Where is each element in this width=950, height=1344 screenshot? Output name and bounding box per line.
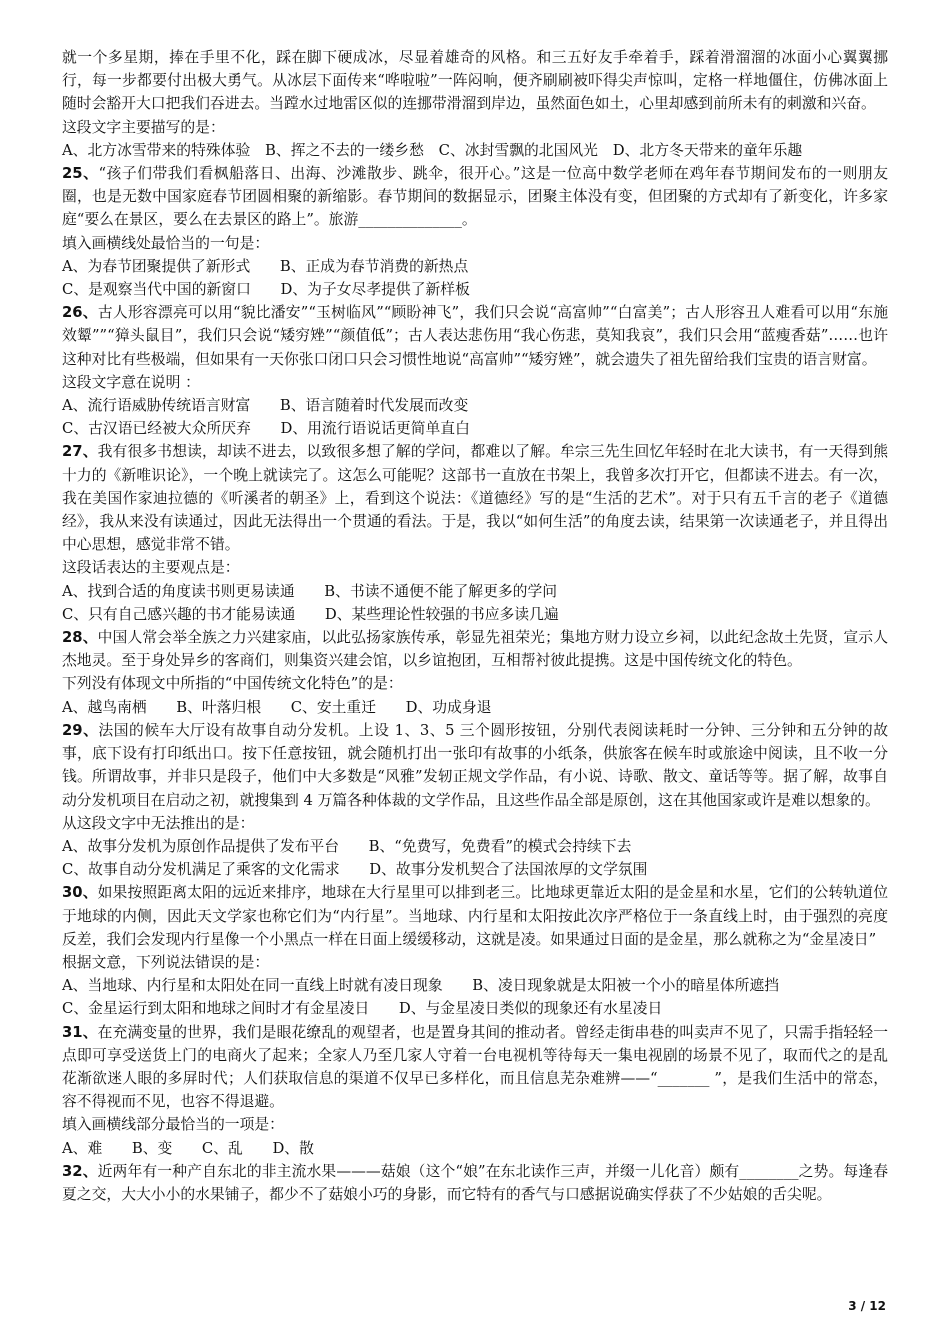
question-number: 26、 bbox=[62, 304, 98, 322]
question-text bbox=[62, 626, 888, 672]
question-text bbox=[62, 1160, 888, 1206]
question-stem: 根据文意，下列说法错误的是： bbox=[62, 953, 270, 971]
question-number: 25、 bbox=[62, 165, 99, 183]
question-stem: 填入画横线部分最恰当的一项是： bbox=[62, 1116, 284, 1134]
question-number: 28、 bbox=[62, 629, 98, 647]
question-body: 在充满变量的世界，我们是眼花缭乱的观望者，也是置身其间的推动者。曾经走街串巷的叫卖声不见了，只需手指轻轻一点即可享受送货上门的电商火了起来；全家人乃至几家人守着一台电视机等待每天一集电视剧的场景不见了，取而代之的是乱花渐欲迷人眼的多屏时代；人们获取信息的渠道不仅早已多样化，而且信息芜杂难辨——“_______ ”，是我们生活中的常态，容不得视而不见，也容不得退避。 bbox=[62, 1023, 888, 1111]
option-row: A、越鸟南栖 B、叶落归根 C、安土重迁 D、功成身退 bbox=[62, 698, 492, 716]
intro-passage bbox=[62, 46, 888, 162]
question-body: 近两年有一种产自东北的非主流水果———菇娘（这个“娘”在东北读作三声，并缀一儿化音）颇有________之势。每逢春夏之交，大大小小的水果铺子，都少不了菇娘小巧的身影，而它特有的香气与口感据说确实俘获了不少姑娘的舌尖呢。 bbox=[62, 1162, 889, 1203]
question-body: 法国的候车大厅设有故事自动分发机。上设 1、3、5 三个圆形按钮，分别代表阅读耗时一分钟、三分钟和五分钟的故事，底下设有打印纸出口。按下任意按钮，就会随机打出一张印有故事的小纸条，供旅客在候车时或旅途中阅读，且不收一分钱。所谓故事，并非只是段子，他们中大多数是“风雅”发轫正规文学作品，有小说、诗歌、散文、童话等等。据了解，故事自动分发机项目在启动之初，就搜集到 4 万篇各种体裁的文学作品，且这些作品全部是原创，这在其他国家或许是难以想象的。 bbox=[62, 721, 888, 809]
question-30 bbox=[62, 881, 888, 1020]
question-number: 27、 bbox=[62, 443, 98, 461]
question-stem: 这段文字意在说明 ： bbox=[62, 373, 200, 391]
question-number: 31、 bbox=[62, 1023, 98, 1041]
question-text bbox=[62, 440, 888, 556]
page-number: 3 / 12 bbox=[848, 1299, 886, 1313]
question-text bbox=[62, 719, 888, 812]
option-row: C、故事自动分发机满足了乘客的文化需求 D、故事分发机契合了法国浓厚的文学氛围 bbox=[62, 861, 648, 879]
option-row: A、当地球、内行星和太阳处在同一直线上时就有凌日现象 B、凌日现象就是太阳被一个小的暗星体所遮挡 bbox=[62, 977, 780, 995]
option-row: A、故事分发机为原创作品提供了发布平台 B、“免费写，免费看”的模式会持续下去 bbox=[62, 837, 632, 855]
question-32 bbox=[62, 1160, 888, 1206]
question-text bbox=[62, 162, 888, 232]
option-row: C、古汉语已经被大众所厌弃 D、用流行语说话更简单直白 bbox=[62, 420, 470, 438]
question-body: 古人形容漂亮可以用“貌比潘安”“玉树临风”“顾盼神飞”，我们只会说“高富帅”“白富美”；古人形容丑人难看可以用“东施效颦””“獐头鼠目”，我们只会说“矮穷矬”“颜值低”；古人表达悲伤用“我心伤悲，莫知我哀”，我们只会用“蓝瘦香菇”……也许这种对比有些极端，但如果有一天你张口闭口只会习惯性地说“高富帅”“矮穷矬”，就会遗失了祖先留给我们宝贵的语言财富。 bbox=[62, 304, 888, 368]
option-row: C、只有自己感兴趣的书才能易读通 D、某些理论性较强的书应多读几遍 bbox=[62, 605, 559, 623]
question-number: 32、 bbox=[62, 1162, 98, 1180]
question-body: “孩子们带我们看枫船落日、出海、沙滩散步、跳伞，很开心。”这是一位高中数学老师在鸡年春节期间发布的一则朋友圈，也是无数中国家庭春节团圆相聚的新缩影。春节期间的数据显示，团聚主体没有变，但团聚的方式却有了新变化，许多家庭“要么在景区，要么在去景区的路上”。旅游______________。 bbox=[62, 165, 889, 229]
intro-options: A、北方冰雪带来的特殊体验 B、挥之不去的一缕乡愁 C、冰封雪飘的北国风光 D、北方冬天带来的童年乐趣 bbox=[62, 141, 803, 159]
intro-text: 就一个多星期，捧在手里不化，踩在脚下硬成冰，尽显着雄奇的风格。和三五好友手牵着手，踩着滑溜溜的冰面小心翼翼挪行，每一步都要付出极大勇气。从冰层下面传来“哗啦啦”一阵闷响，便齐刷刷被吓得尖声惊叫，定格一样地僵住，仿佛冰面上随时会豁开大口把我们吞进去。当蹚水过地雷区似的连挪带滑溜到岸边，虽然面色如土，心里却感到前所未有的刺激和兴奋。 bbox=[62, 49, 888, 113]
question-number: 29、 bbox=[62, 721, 99, 739]
question-text bbox=[62, 881, 888, 951]
question-25 bbox=[62, 162, 888, 301]
question-body: 我有很多书想读，却读不进去，以致很多想了解的学问，都难以了解。牟宗三先生回忆年轻时在北大读书，有一天得到熊十力的《新唯识论》，一个晚上就读完了。这怎么可能呢？这部书一直放在书架上，我曾多次打开它，但都读不进去。有一次，我在美国作家迪拉德的《听溪者的朝圣》上，看到这个说法：《道德经》写的是“生活的艺术”。对于只有五千言的老子《道德经》，我从来没有读通过，因此无法得出一个贯通的看法。于是，我以“如何生活”的角度去读，结果第一次读通老子，并且得出中心思想，感觉非常不错。 bbox=[62, 443, 888, 554]
question-26 bbox=[62, 301, 888, 440]
option-row: A、找到合适的角度读书则更易读通 B、书读不通便不能了解更多的学问 bbox=[62, 582, 558, 600]
option-row: A、为春节团聚提供了新形式 B、正成为春节消费的新热点 bbox=[62, 257, 469, 275]
question-text bbox=[62, 1021, 888, 1114]
option-row: C、是观察当代中国的新窗口 D、为子女尽孝提供了新样板 bbox=[62, 281, 470, 299]
document-body bbox=[62, 46, 888, 1206]
question-stem: 这段话表达的主要观点是： bbox=[62, 559, 240, 577]
intro-stem: 这段文字主要描写的是： bbox=[62, 118, 225, 136]
question-body: 如果按照距离太阳的远近来排序，地球在大行星里可以排到老三。比地球更靠近太阳的是金星和水星，它们的公转轨道位于地球的内侧，因此天文学家也称它们为“内行星”。当地球、内行星和太阳按此次序严格位于一条直线上时，由于强烈的亮度反差，我们会发现内行星像一个小黑点一样在日面上缓缓移动，这就是凌。如果通过日面的是金星，那么就称之为“金星凌日” bbox=[62, 884, 888, 948]
question-27 bbox=[62, 440, 888, 626]
option-row: A、难 B、变 C、乱 D、散 bbox=[62, 1139, 314, 1157]
question-stem: 填入画横线处最恰当的一句是： bbox=[62, 234, 270, 252]
question-number: 30、 bbox=[62, 884, 98, 902]
option-row: C、金星运行到太阳和地球之间时才有金星凌日 D、与金星凌日类似的现象还有水星凌日 bbox=[62, 1000, 663, 1018]
question-text bbox=[62, 301, 888, 371]
question-29 bbox=[62, 719, 888, 881]
question-stem: 从这段文字中无法推出的是： bbox=[62, 814, 255, 832]
option-row: A、流行语威胁传统语言财富 B、语言随着时代发展而改变 bbox=[62, 397, 469, 415]
question-body: 中国人常会举全族之力兴建家庙，以此弘扬家族传承，彰显先祖荣光；集地方财力设立乡祠，以此纪念故土先贤，宣示人杰地灵。至于身处异乡的客商们，则集资兴建会馆，以乡谊抱团，互相帮衬彼此提携。这是中国传统文化的特色。 bbox=[62, 629, 888, 670]
question-31 bbox=[62, 1021, 888, 1160]
question-28 bbox=[62, 626, 888, 719]
question-stem: 下列没有体现文中所指的“中国传统文化特色”的是： bbox=[62, 675, 403, 693]
